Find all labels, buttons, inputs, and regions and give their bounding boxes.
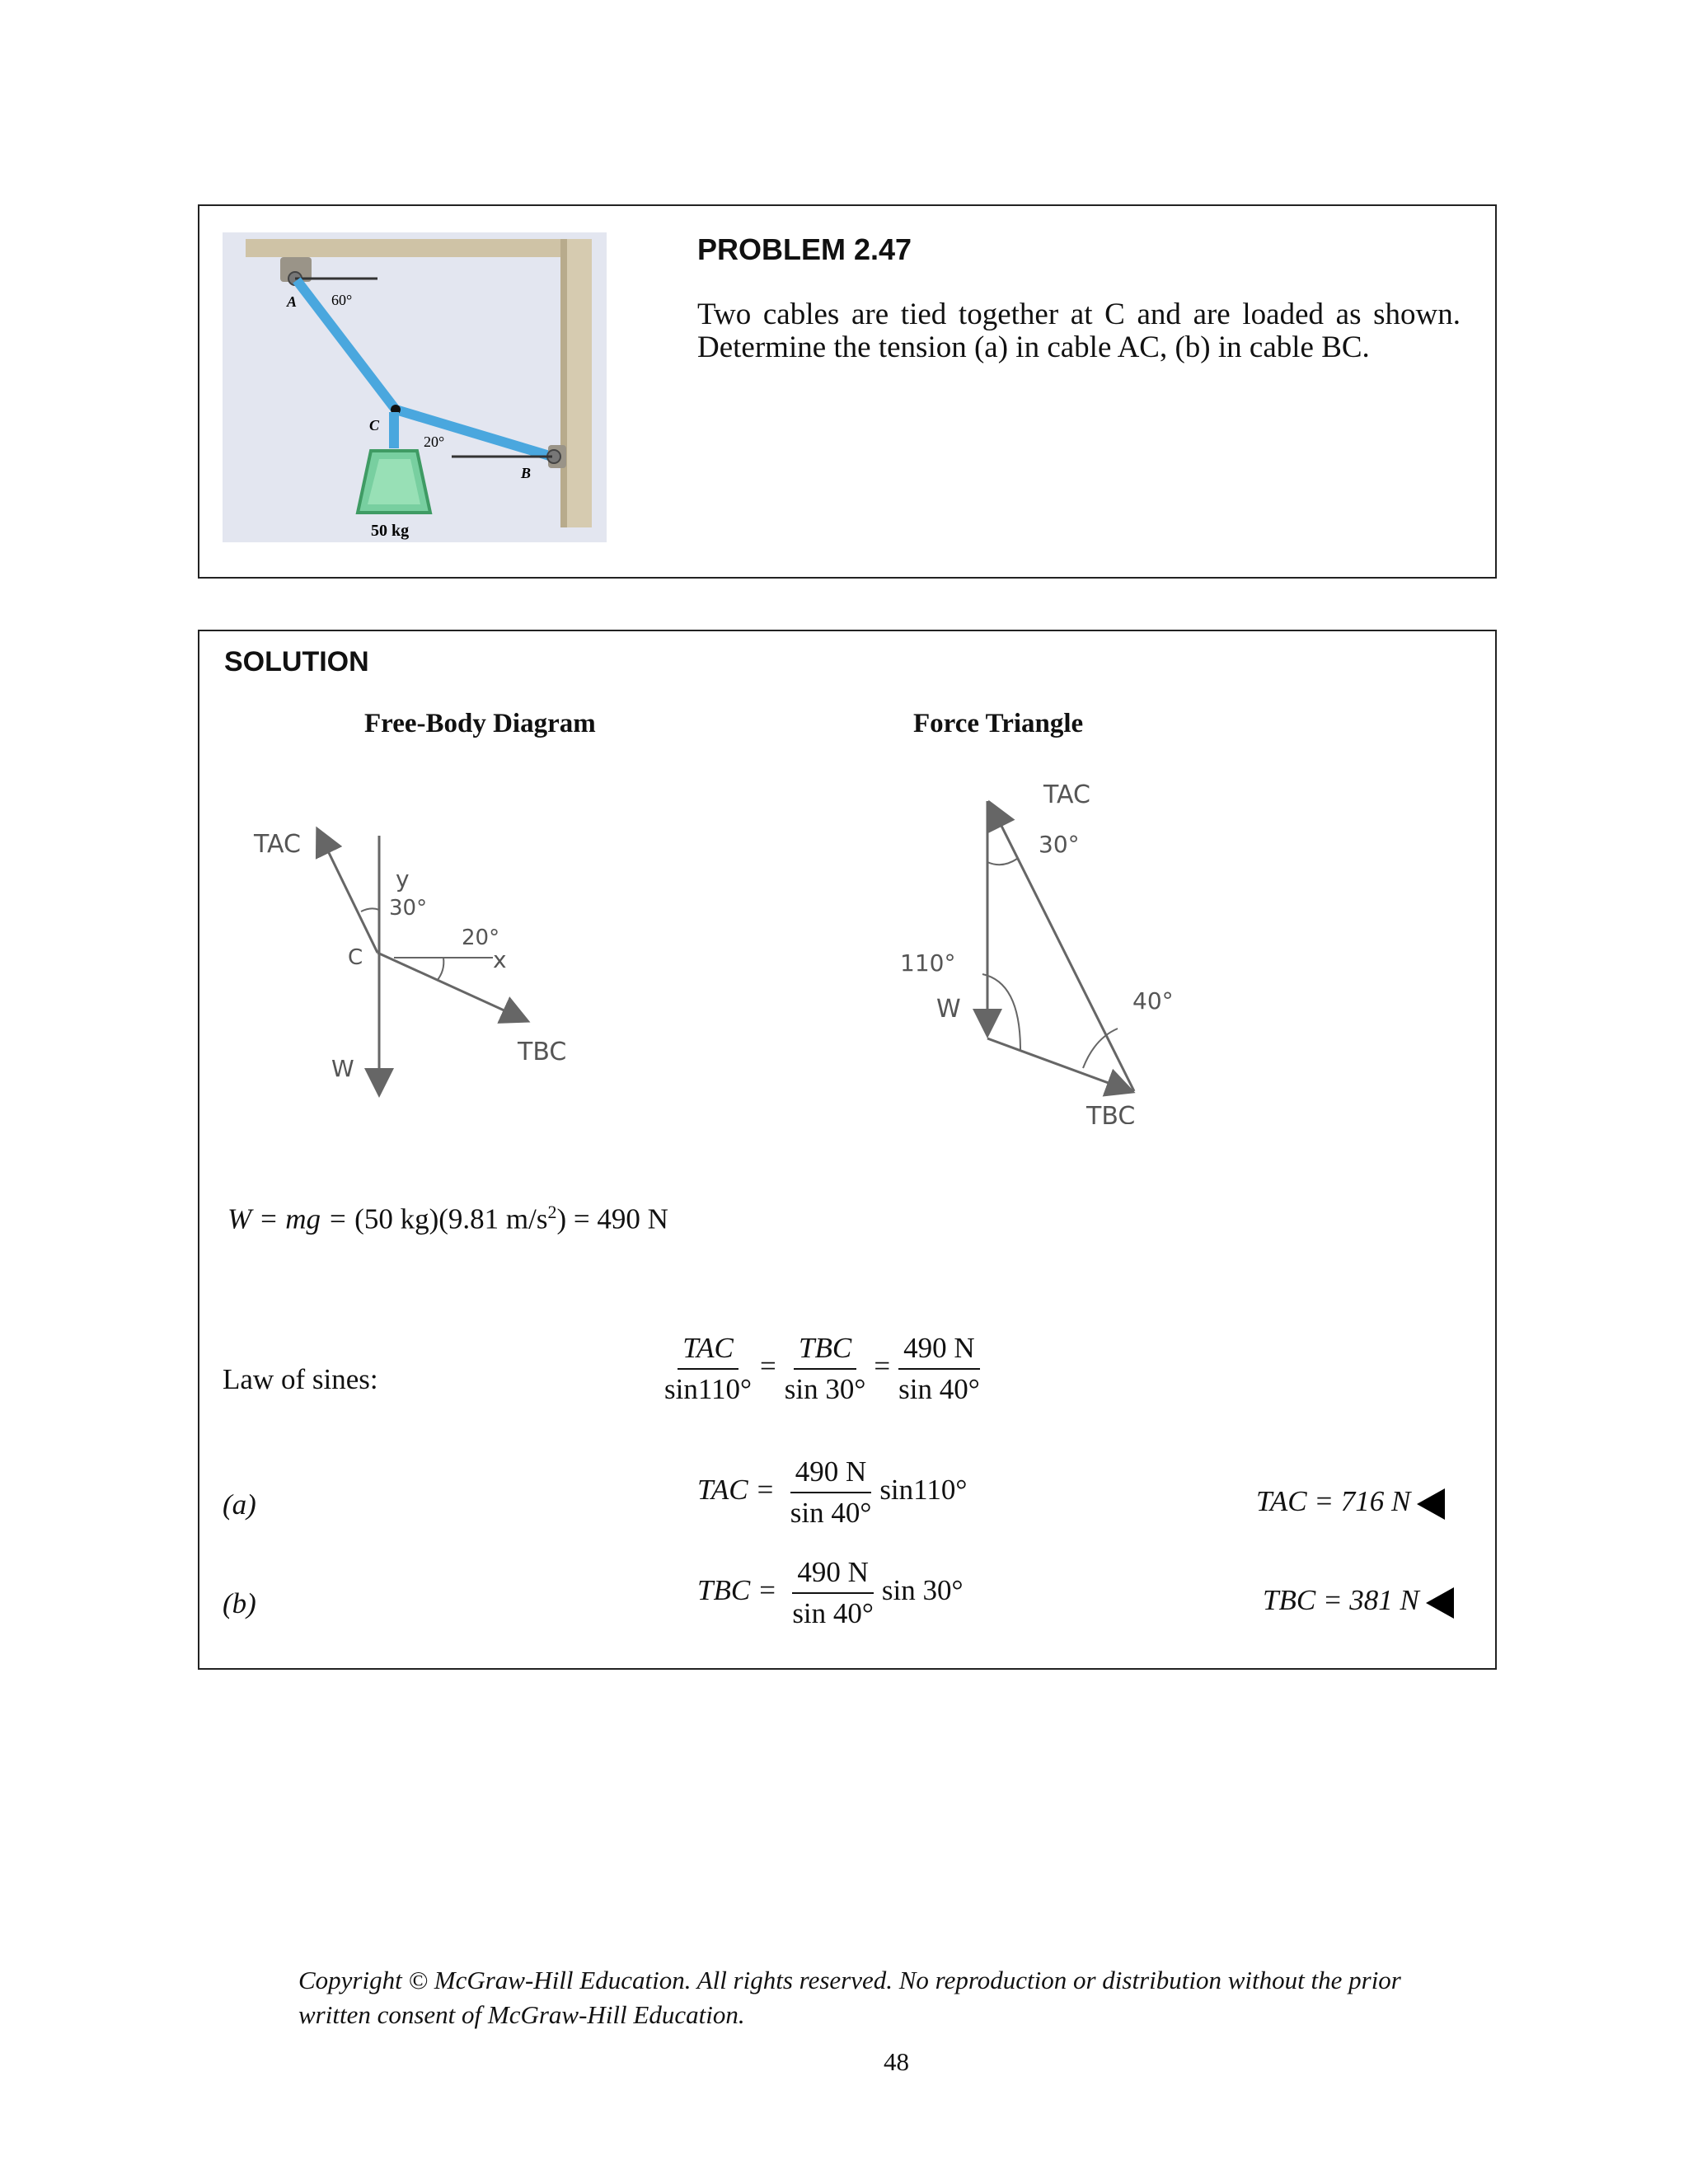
fbd-x-label: x (493, 946, 507, 973)
weight-eq-g-close: ) (556, 1202, 567, 1235)
part-a-label: (a) (223, 1488, 256, 1521)
fbd-angle-20: 20° (462, 926, 500, 950)
weight-eq-lhs: W = mg = (227, 1202, 348, 1235)
triangle-tbc-label: TBC (1086, 1102, 1136, 1124)
triangle-angle-30: 30° (1039, 831, 1080, 858)
fraction-tbc (780, 1332, 871, 1406)
triangle-w-label: W (936, 995, 961, 1024)
problem-box (198, 204, 1497, 579)
figure-label-a: A (287, 293, 298, 310)
weight-eq-g-exponent: 2 (547, 1202, 557, 1222)
page-number: 48 (884, 2047, 909, 2076)
copyright-notice: Copyright © McGraw-Hill Education. All rights reserved. No reproduction or distribution without the prior written consent of McGraw-Hill Education. (298, 1966, 1401, 2029)
triangle-angle-40: 40° (1132, 987, 1174, 1015)
fbd-c-label: C (348, 945, 363, 970)
weight-eq-rhs: = 490 N (573, 1202, 668, 1235)
solution-box (198, 630, 1497, 1670)
part-a-num: 490 N (790, 1455, 872, 1493)
fraction-tbc-den: sin 30° (784, 1373, 866, 1405)
figure-angle-a: 60° (331, 292, 353, 308)
fbd-tbc-label: TBC (518, 1038, 567, 1066)
part-a-fraction (785, 1455, 877, 1530)
part-a-answer-text: TAC = 716 N (1256, 1485, 1411, 1517)
fbd-w-label: W (331, 1055, 354, 1082)
part-b-answer-text: TBC = 381 N (1263, 1584, 1419, 1616)
fraction-tac (659, 1332, 757, 1406)
figure-label-c: C (369, 417, 380, 434)
part-b-equation (697, 1556, 964, 1630)
weight-eq-mass: (50 kg) (354, 1202, 439, 1235)
part-a-den: sin 40° (790, 1497, 872, 1529)
free-body-diagram (221, 813, 633, 1126)
answer-marker-icon (1417, 1488, 1445, 1520)
fbd-y-label: y (396, 865, 410, 893)
part-a-tail: sin110° (879, 1474, 968, 1507)
part-a-answer (1256, 1485, 1445, 1520)
solution-title: SOLUTION (224, 646, 369, 677)
fbd-tac-label: TAC (254, 830, 301, 859)
fraction-tac-den: sin110° (664, 1373, 753, 1405)
fraction-tbc-num: TBC (794, 1332, 856, 1370)
figure-label-b: B (521, 465, 532, 481)
fraction-w-num: 490 N (898, 1332, 980, 1370)
fbd-heading: Free-Body Diagram (364, 709, 596, 738)
part-b-answer (1263, 1584, 1454, 1619)
part-a-lhs: TAC = (697, 1474, 775, 1507)
part-b-label: (b) (223, 1587, 256, 1619)
fraction-tac-num: TAC (678, 1332, 738, 1370)
part-b-tail: sin 30° (881, 1574, 964, 1607)
law-of-sines-label: Law of sines: (223, 1363, 378, 1395)
weight-equation (227, 1202, 668, 1236)
part-a-equation (697, 1455, 967, 1530)
fbd-angle-30: 30° (389, 896, 428, 921)
figure-mass-label: 50 kg (371, 522, 410, 540)
problem-title: PROBLEM 2.47 (697, 232, 912, 266)
law-of-sines-equation: $\frac{\text{TAC}}{\sin 110^\circ}$ = $\frac{\text{TBC}}{\sin 30^\circ}$ = $\frac{490 N}{\sin 40^\circ}$ (656, 1332, 988, 1406)
fraction-w (893, 1332, 985, 1406)
force-triangle-heading: Force Triangle (913, 709, 1084, 738)
part-b-den: sin 40° (792, 1597, 874, 1629)
figure-angle-b: 20° (424, 434, 445, 450)
part-b-lhs: TBC = (697, 1574, 777, 1607)
fraction-w-den: sin 40° (898, 1373, 980, 1405)
problem-text: Two cables are tied together at C and are loaded as shown. Determine the tension (a) in cable AC, (b) in cable BC. (697, 298, 1461, 364)
triangle-tac-label: TAC (1043, 780, 1090, 809)
force-triangle-diagram (897, 762, 1226, 1124)
triangle-angle-110: 110° (900, 949, 956, 977)
part-b-num: 490 N (792, 1556, 874, 1594)
weight-eq-g: (9.81 m/s (438, 1202, 548, 1235)
answer-marker-icon (1426, 1587, 1454, 1619)
part-b-fraction (787, 1556, 879, 1630)
problem-figure (223, 232, 607, 542)
